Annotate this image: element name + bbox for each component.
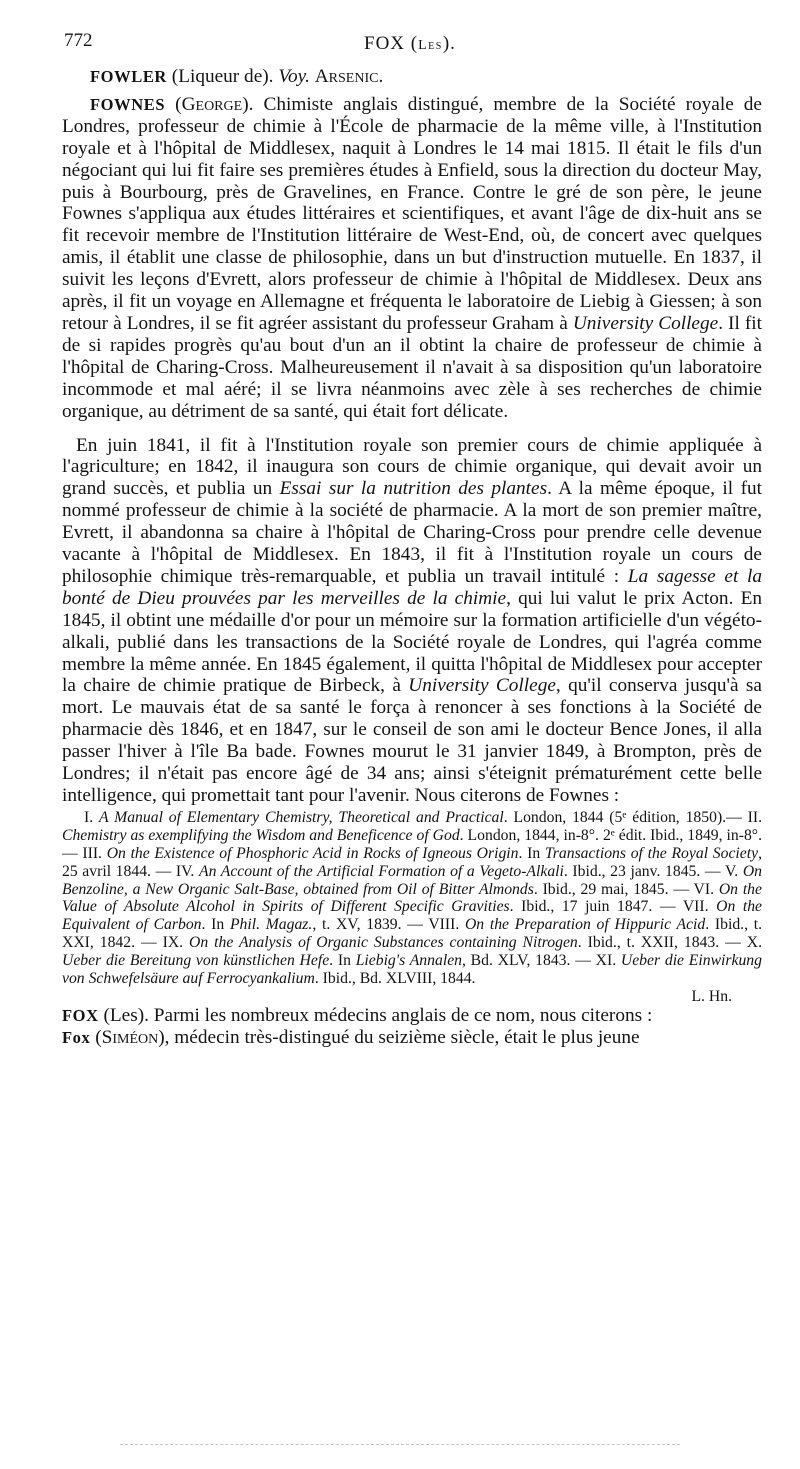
page-header xyxy=(64,30,760,60)
bib-title: On the Equivalent of Carbon xyxy=(62,898,763,934)
bib-title: Transactions of the Royal Society xyxy=(544,844,759,862)
bib-text: . London, 1844 (5ᵉ édition, 1850).— II. xyxy=(503,808,762,826)
headword-fox-simeon: Fox xyxy=(62,1027,91,1047)
bib-text: , t. XV, 1839. — VIII. xyxy=(312,916,465,934)
running-head-end: ). xyxy=(442,33,456,54)
bib-title: On the Analysis of Organic Substances containing Nitrogen xyxy=(189,934,578,952)
entry-fownes-p1: FOWNES (George). Chimiste anglais distingué, membre de la Société royale de Londres, professeur de chimie à l'École de pharmacie de la même ville, à l'Institution royale et à l'hôpital de Middlesex, naquit à Londres le 14 mai 1815. Il était le fils d'un négociant qui lui fit faire ses premières études à Enfield, sous la direction du docteur May, puis à Bourbourg, près de Gravelines, en France. Contre le gré de son père, le jeune Fownes s'appliqua aux études littéraires et scientifiques, et avant l'âge de dix-huit ans se fit recevoir membre de l'Institution littéraire de West-End, où, de concert avec quelques amis, il établit une classe de philosophie, dans un but d'instruction mutuelle. En 1837, il suivit les leçons d'Evrett, alors professeur de chimie à l'hôpital de Middlesex. Deux ans après, il fit un voyage en Allemagne et fréquenta le laboratoire de Liebig à Giessen; à son retour à Londres, il se fit agréer assistant du professeur Graham à University College. Il fit de si rapides progrès qu'au bout d'un an il obtint la chaire de professeur de chimie à l'hôpital de Charing-Cross. Malheureusement il n'avait à sa disposition qu'un laboratoire incommode et mal aéré; il se livra néanmoins avec zèle à ses recherches de chimie organique, au détriment de sa santé, qui était fort délicate. xyxy=(62,93,763,422)
fownes-p2-c: , qui lui valut le prix Acton. En 1845, il obtint une médaille d'or pour un mémoire sur la formation artificielle d'un végéto-alkali, publié dans les transactions de la Société royale de Londres, qui l'agréa comme membre la même année. En 1845 également, il quitta l'hôpital de Middlesex pour accepter la chaire de chimie pratique de Birbeck, à xyxy=(62,587,762,697)
page-number: 772 xyxy=(64,30,93,51)
bib-text: . London, 1844, in-8°. 2ᵉ édit. Ibid., 1849, in-8°.— III. xyxy=(62,826,762,862)
bib-title: A Manual of Elementary Chemistry, Theoretical and Practical xyxy=(99,808,504,826)
fowler-voy: Voy. xyxy=(278,66,310,87)
bib-title: An Account of the Artificial Formation of a Vegeto-Alkali xyxy=(198,862,564,880)
fownes-p1-b: . Il fit de si rapides progrès qu'au bout d'un an il obtint la chaire de professeur de chimie à l'hôpital de Charing-Cross. Malheureusement il n'avait à sa disposition qu'un laboratoire incommode et mal aéré; il se livra néanmoins avec zèle à ses recherches de chimie organique, au détriment de sa santé, qui était fort délicate. xyxy=(62,312,763,422)
bib-text: . Ibid., Bd. XLVIII, 1844. xyxy=(314,970,476,988)
bib-title: Liebig's Annalen xyxy=(355,952,462,970)
fownes-p1-a: ). Chimiste anglais distingué, membre de la Société royale de Londres, professeur de chimie à l'École de pharmacie de la même ville, à l'Institution royale et à l'hôpital de Middlesex, naquit à Londres le 14 mai 1815. Il était le fils d'un négociant qui lui fit faire ses premières études à Enfield, sous la direction du docteur May, puis à Bourbourg, près de Gravelines, en France. Contre le gré de son père, le jeune Fownes s'appliqua aux études littéraires et scientifiques, et avant l'âge de dix-huit ans se fit recevoir membre de l'Institution littéraire de West-End, où, de concert avec quelques amis, il établit une classe de philosophie, dans un but d'instruction mutuelle. En 1837, il suivit les leçons d'Evrett, alors professeur de chimie à l'hôpital de Middlesex. Deux ans après, il fit un voyage en Allemagne et fréquenta le laboratoire de Liebig à Giessen; à son retour à Londres, il se fit agréer assistant du professeur Graham à xyxy=(62,93,762,334)
headword-fownes: FOWNES xyxy=(90,94,166,114)
bib-text: . Ibid., 17 juin 1847. — VII. xyxy=(509,898,717,916)
fownes-p2-d: , qu'il conserva jusqu'à sa mort. Le mauvais état de sa santé le força à renoncer à ses fonctions à la Société de pharmacie dès 1846, et en 1847, sur le conseil de son ami le docteur Bence Jones, il alla passer l'hiver à l'île Ba bade. Fownes mourut le 31 janvier 1849, à Brompton, près de Londres; il n'était pas encore âgé de 34 ans; ainsi s'éteignit prématurément cette belle intelligence, qui promettait tant pour l'avenir. Nous citerons de Fownes : xyxy=(62,675,762,806)
entry-fownes-p2 xyxy=(62,435,762,807)
bib-title: On Benzoline, a New Organic Salt-Base, obtained from Oil of Bitter Almonds xyxy=(62,862,762,898)
fowler-ref: Arsenic. xyxy=(314,66,384,87)
fox-simeon-name: Siméon xyxy=(101,1026,159,1048)
running-head-main: FOX ( xyxy=(364,33,419,54)
fownes-p2-a: En juin 1841, il fit à l'Institution royale son premier cours de chimie appliquée à l'agriculture; en 1842, il inaugura son cours de chimie organique, qui devait avoir un grand succès, et publia un xyxy=(62,434,762,500)
fownes-p2-b: . A la même époque, il fut nommé professeur de chimie à la société de pharmacie. A la mort de son premier maître, Evrett, il abandonna sa chaire à l'hôpital de Charing-Cross pour prendre celle devenue vacante à l'hôpital de Middlesex. En 1843, il fit à l'Institution royale un cours de philosophie chimique très-remarquable, et publia un travail intitulé : xyxy=(62,478,762,587)
bib-title: On the Preparation of Hippuric Acid xyxy=(464,916,706,934)
bib-text: I. xyxy=(84,808,99,826)
fox-les-text: (Les). Parmi les nombreux médecins anglais de ce nom, nous citerons : xyxy=(98,1004,653,1026)
fownes-p2-it2: La sagesse et la bonté de Dieu prouvées par les merveilles de la chimie xyxy=(62,565,762,609)
bib-title: On the Existence of Phosphoric Acid in Rocks of Igneous Origin xyxy=(106,844,519,862)
fownes-p2-it1: Essai sur la nutrition des plantes xyxy=(279,478,548,500)
headword-fox-les: FOX xyxy=(62,1005,99,1025)
bib-text: . Ibid., 23 janv. 1845. — V. xyxy=(563,862,743,880)
entry-fox-les xyxy=(62,1005,762,1027)
bib-text: . In xyxy=(201,916,230,934)
fownes-p1-it1: University College xyxy=(572,312,719,334)
fownes-name: George xyxy=(181,93,243,115)
bib-title: Ueber die Bereitung von künstlichen Hefe xyxy=(62,952,330,970)
bib-text: . In xyxy=(329,952,356,970)
bottom-rule xyxy=(120,1444,680,1445)
bib-title: On the Value of Absolute Alcohol in Spirits of Different Specific Gravities xyxy=(62,880,762,916)
fox-simeon-text: ), médecin très-distingué du seizième siècle, était le plus jeune xyxy=(158,1026,640,1048)
running-head xyxy=(364,33,456,55)
fownes-p2-it3: University College xyxy=(408,675,556,697)
entry-fowler xyxy=(62,66,762,88)
bib-text: . Ibid., t. XXI, 1842. — IX. xyxy=(62,916,762,952)
bib-text: . In xyxy=(518,844,545,862)
bib-text: . Ibid., t. XXII, 1843. — X. xyxy=(577,934,762,952)
fowler-text: (Liqueur de). xyxy=(166,66,279,87)
author-signature: L. Hn. xyxy=(691,987,732,1005)
bib-text: , Bd. XLV, 1843. — XI. xyxy=(462,952,621,970)
bib-title: Phil. Magaz. xyxy=(229,916,313,934)
running-head-sc: Les xyxy=(418,38,443,53)
bib-title: Ueber die Einwirkung von Schwefelsäure auf Ferrocyankalium xyxy=(62,952,762,988)
fownes-bibliography xyxy=(62,809,762,988)
bib-title: Chemistry as exemplifying the Wisdom and Beneficence of God xyxy=(62,826,460,844)
bib-text: . Ibid., 29 mai, 1845. — VI. xyxy=(533,880,719,898)
entry-fox-simeon: Fox (Siméon), médecin très-distingué du seizième siècle, était le plus jeune xyxy=(62,1026,640,1048)
page-body xyxy=(62,66,762,1049)
bib-text: , 25 avril 1844. — IV. xyxy=(62,844,762,880)
headword-fowler: FOWLER xyxy=(90,67,167,86)
